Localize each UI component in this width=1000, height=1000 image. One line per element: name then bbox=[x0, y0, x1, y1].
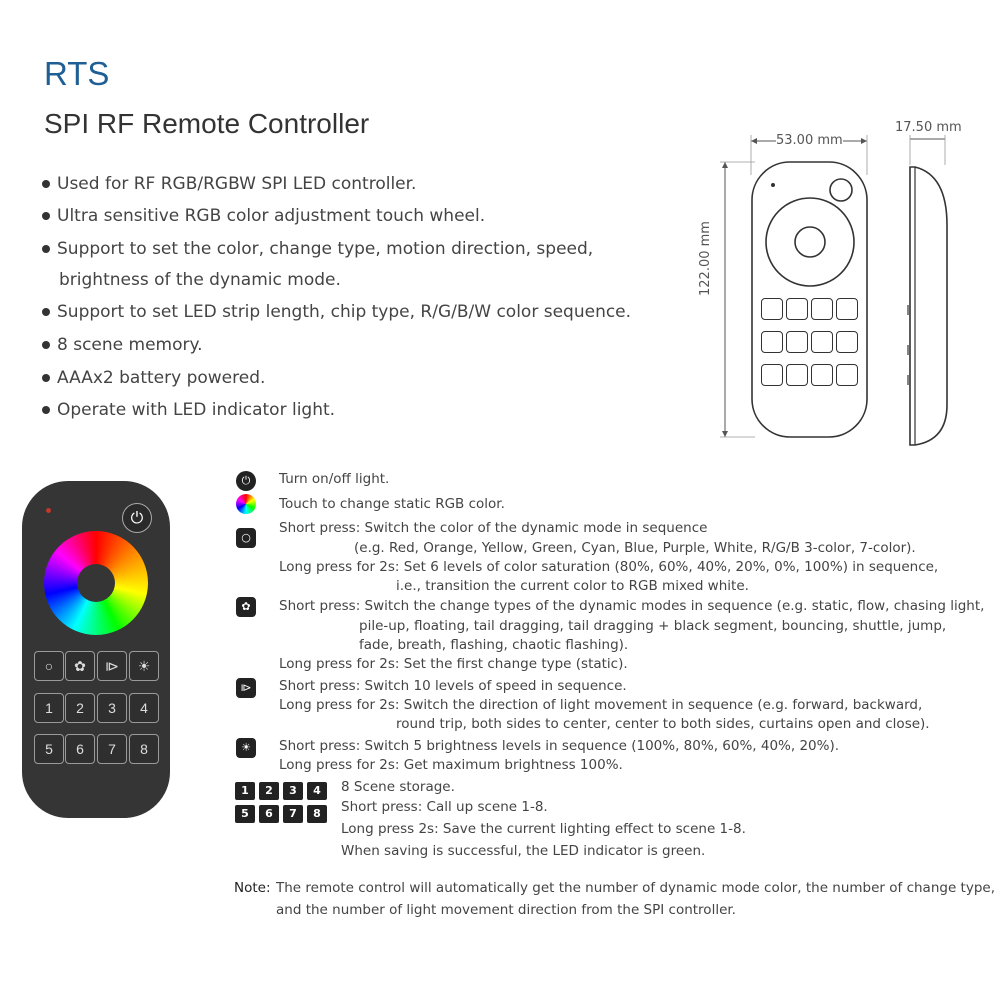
feature-item: Operate with LED indicator light. bbox=[42, 400, 335, 420]
type-short-continuation: fade, breath, flashing, chaotic flashing). bbox=[359, 637, 629, 653]
width-dimension: 53.00 mm bbox=[776, 133, 843, 148]
note-label: Note: bbox=[234, 880, 271, 896]
power-description: Turn on/off light. bbox=[279, 471, 390, 487]
speed-short-text: Short press: Switch 10 levels of speed in sequence. bbox=[279, 678, 627, 694]
drawing-button bbox=[836, 364, 858, 386]
type-long-text: Long press for 2s: Set the first change type (static). bbox=[279, 656, 628, 672]
speed-long-text: Long press for 2s: Switch the direction of light movement in sequence (e.g. forward, backward, bbox=[279, 697, 923, 713]
note-line-1: The remote control will automatically get the number of dynamic mode color, the number of change type, bbox=[276, 880, 996, 896]
page-subtitle: SPI RF Remote Controller bbox=[44, 108, 370, 139]
bullet-icon bbox=[42, 245, 50, 253]
led-indicator bbox=[46, 508, 51, 513]
feature-item: Ultra sensitive RGB color adjustment touch wheel. bbox=[42, 206, 485, 226]
scene-number-icon: 3 bbox=[283, 782, 303, 800]
drawing-button bbox=[836, 298, 858, 320]
scene-number-icon: 5 bbox=[235, 805, 255, 823]
scene-button-5[interactable]: 5 bbox=[34, 734, 64, 764]
feature-item: Support to set the color, change type, motion direction, speed, bbox=[42, 239, 593, 259]
scene-number-icon: 7 bbox=[283, 805, 303, 823]
power-button-icon[interactable]: ⏻ bbox=[122, 503, 152, 533]
bright-long-text: Long press for 2s: Get maximum brightness 100%. bbox=[279, 757, 623, 773]
scene-short-text: Short press: Call up scene 1-8. bbox=[341, 799, 548, 815]
scene-button-8[interactable]: 8 bbox=[129, 734, 159, 764]
scene-saved-text: When saving is successful, the LED indicator is green. bbox=[341, 843, 706, 859]
circle-icon: ○ bbox=[236, 528, 256, 548]
scene-title-text: 8 Scene storage. bbox=[341, 779, 455, 795]
scene-button-6[interactable]: 6 bbox=[65, 734, 95, 764]
feature-item: 8 scene memory. bbox=[42, 335, 203, 355]
scene-button-4[interactable]: 4 bbox=[129, 693, 159, 723]
scene-number-icon: 4 bbox=[307, 782, 327, 800]
color-long-text: Long press for 2s: Set 6 levels of color saturation (80%, 60%, 40%, 20%, 0%, 100%) in sequence, bbox=[279, 559, 939, 575]
feature-item: Used for RF RGB/RGBW SPI LED controller. bbox=[42, 174, 416, 194]
scene-button-7[interactable]: 7 bbox=[97, 734, 127, 764]
drawing-button bbox=[761, 364, 783, 386]
color-short-continuation: (e.g. Red, Orange, Yellow, Green, Cyan, Blue, Purple, White, R/G/B 3-color, 7-color). bbox=[354, 540, 916, 556]
scene-number-icon: 2 bbox=[259, 782, 279, 800]
bullet-icon bbox=[42, 374, 50, 382]
scene-number-icon: 6 bbox=[259, 805, 279, 823]
change-type-button[interactable]: ✿ bbox=[65, 651, 95, 681]
type-short-continuation: pile-up, floating, tail dragging, tail dragging + black segment, bouncing, shuttle, jump, bbox=[359, 618, 947, 634]
scene-number-icon: 8 bbox=[307, 805, 327, 823]
height-dimension: 122.00 mm bbox=[698, 221, 713, 296]
scene-button-2[interactable]: 2 bbox=[65, 693, 95, 723]
dimension-drawing bbox=[715, 115, 985, 455]
scene-number-icon: 1 bbox=[235, 782, 255, 800]
bullet-icon bbox=[42, 406, 50, 414]
power-icon: ⏻ bbox=[236, 471, 256, 491]
drawing-button bbox=[786, 331, 808, 353]
speed-long-continuation: round trip, both sides to center, center to both sides, curtains open and close). bbox=[396, 716, 930, 732]
drawing-button bbox=[786, 298, 808, 320]
page-title: RTS bbox=[44, 55, 110, 92]
feature-item: AAAx2 battery powered. bbox=[42, 368, 265, 388]
bright-short-text: Short press: Switch 5 brightness levels in sequence (100%, 80%, 60%, 40%, 20%). bbox=[279, 738, 840, 754]
color-wheel[interactable] bbox=[44, 531, 148, 635]
drawing-button bbox=[811, 331, 833, 353]
wheel-description: Touch to change static RGB color. bbox=[279, 496, 505, 512]
type-short-text: Short press: Switch the change types of the dynamic modes in sequence (e.g. static, flow, chasing light, bbox=[279, 598, 985, 614]
scene-button-1[interactable]: 1 bbox=[34, 693, 64, 723]
color-long-continuation: i.e., transition the current color to RGB mixed white. bbox=[396, 578, 749, 594]
bullet-icon bbox=[42, 341, 50, 349]
feature-item: Support to set LED strip length, chip type, R/G/B/W color sequence. bbox=[42, 302, 631, 322]
play-forward-icon: ⧐ bbox=[236, 678, 256, 698]
drawing-button bbox=[786, 364, 808, 386]
depth-dimension: 17.50 mm bbox=[895, 120, 962, 135]
color-mode-button[interactable]: ○ bbox=[34, 651, 64, 681]
drawing-button bbox=[761, 298, 783, 320]
drawing-button bbox=[836, 331, 858, 353]
bullet-icon bbox=[42, 180, 50, 188]
scene-long-text: Long press 2s: Save the current lighting effect to scene 1-8. bbox=[341, 821, 746, 837]
note-line-2: and the number of light movement direction from the SPI controller. bbox=[276, 902, 736, 918]
color-wheel-icon bbox=[236, 494, 256, 514]
bullet-icon bbox=[42, 308, 50, 316]
sun-icon: ☀ bbox=[236, 738, 256, 758]
bullet-icon bbox=[42, 212, 50, 220]
drawing-button bbox=[761, 331, 783, 353]
brightness-button[interactable]: ☀ bbox=[129, 651, 159, 681]
drawing-button bbox=[811, 298, 833, 320]
wheel-center bbox=[77, 564, 115, 602]
drawing-button bbox=[811, 364, 833, 386]
scene-button-3[interactable]: 3 bbox=[97, 693, 127, 723]
feature-continuation: brightness of the dynamic mode. bbox=[59, 270, 341, 290]
color-short-text: Short press: Switch the color of the dynamic mode in sequence bbox=[279, 520, 708, 536]
three-circles-icon: ✿ bbox=[236, 597, 256, 617]
speed-button[interactable]: ⧐ bbox=[97, 651, 127, 681]
